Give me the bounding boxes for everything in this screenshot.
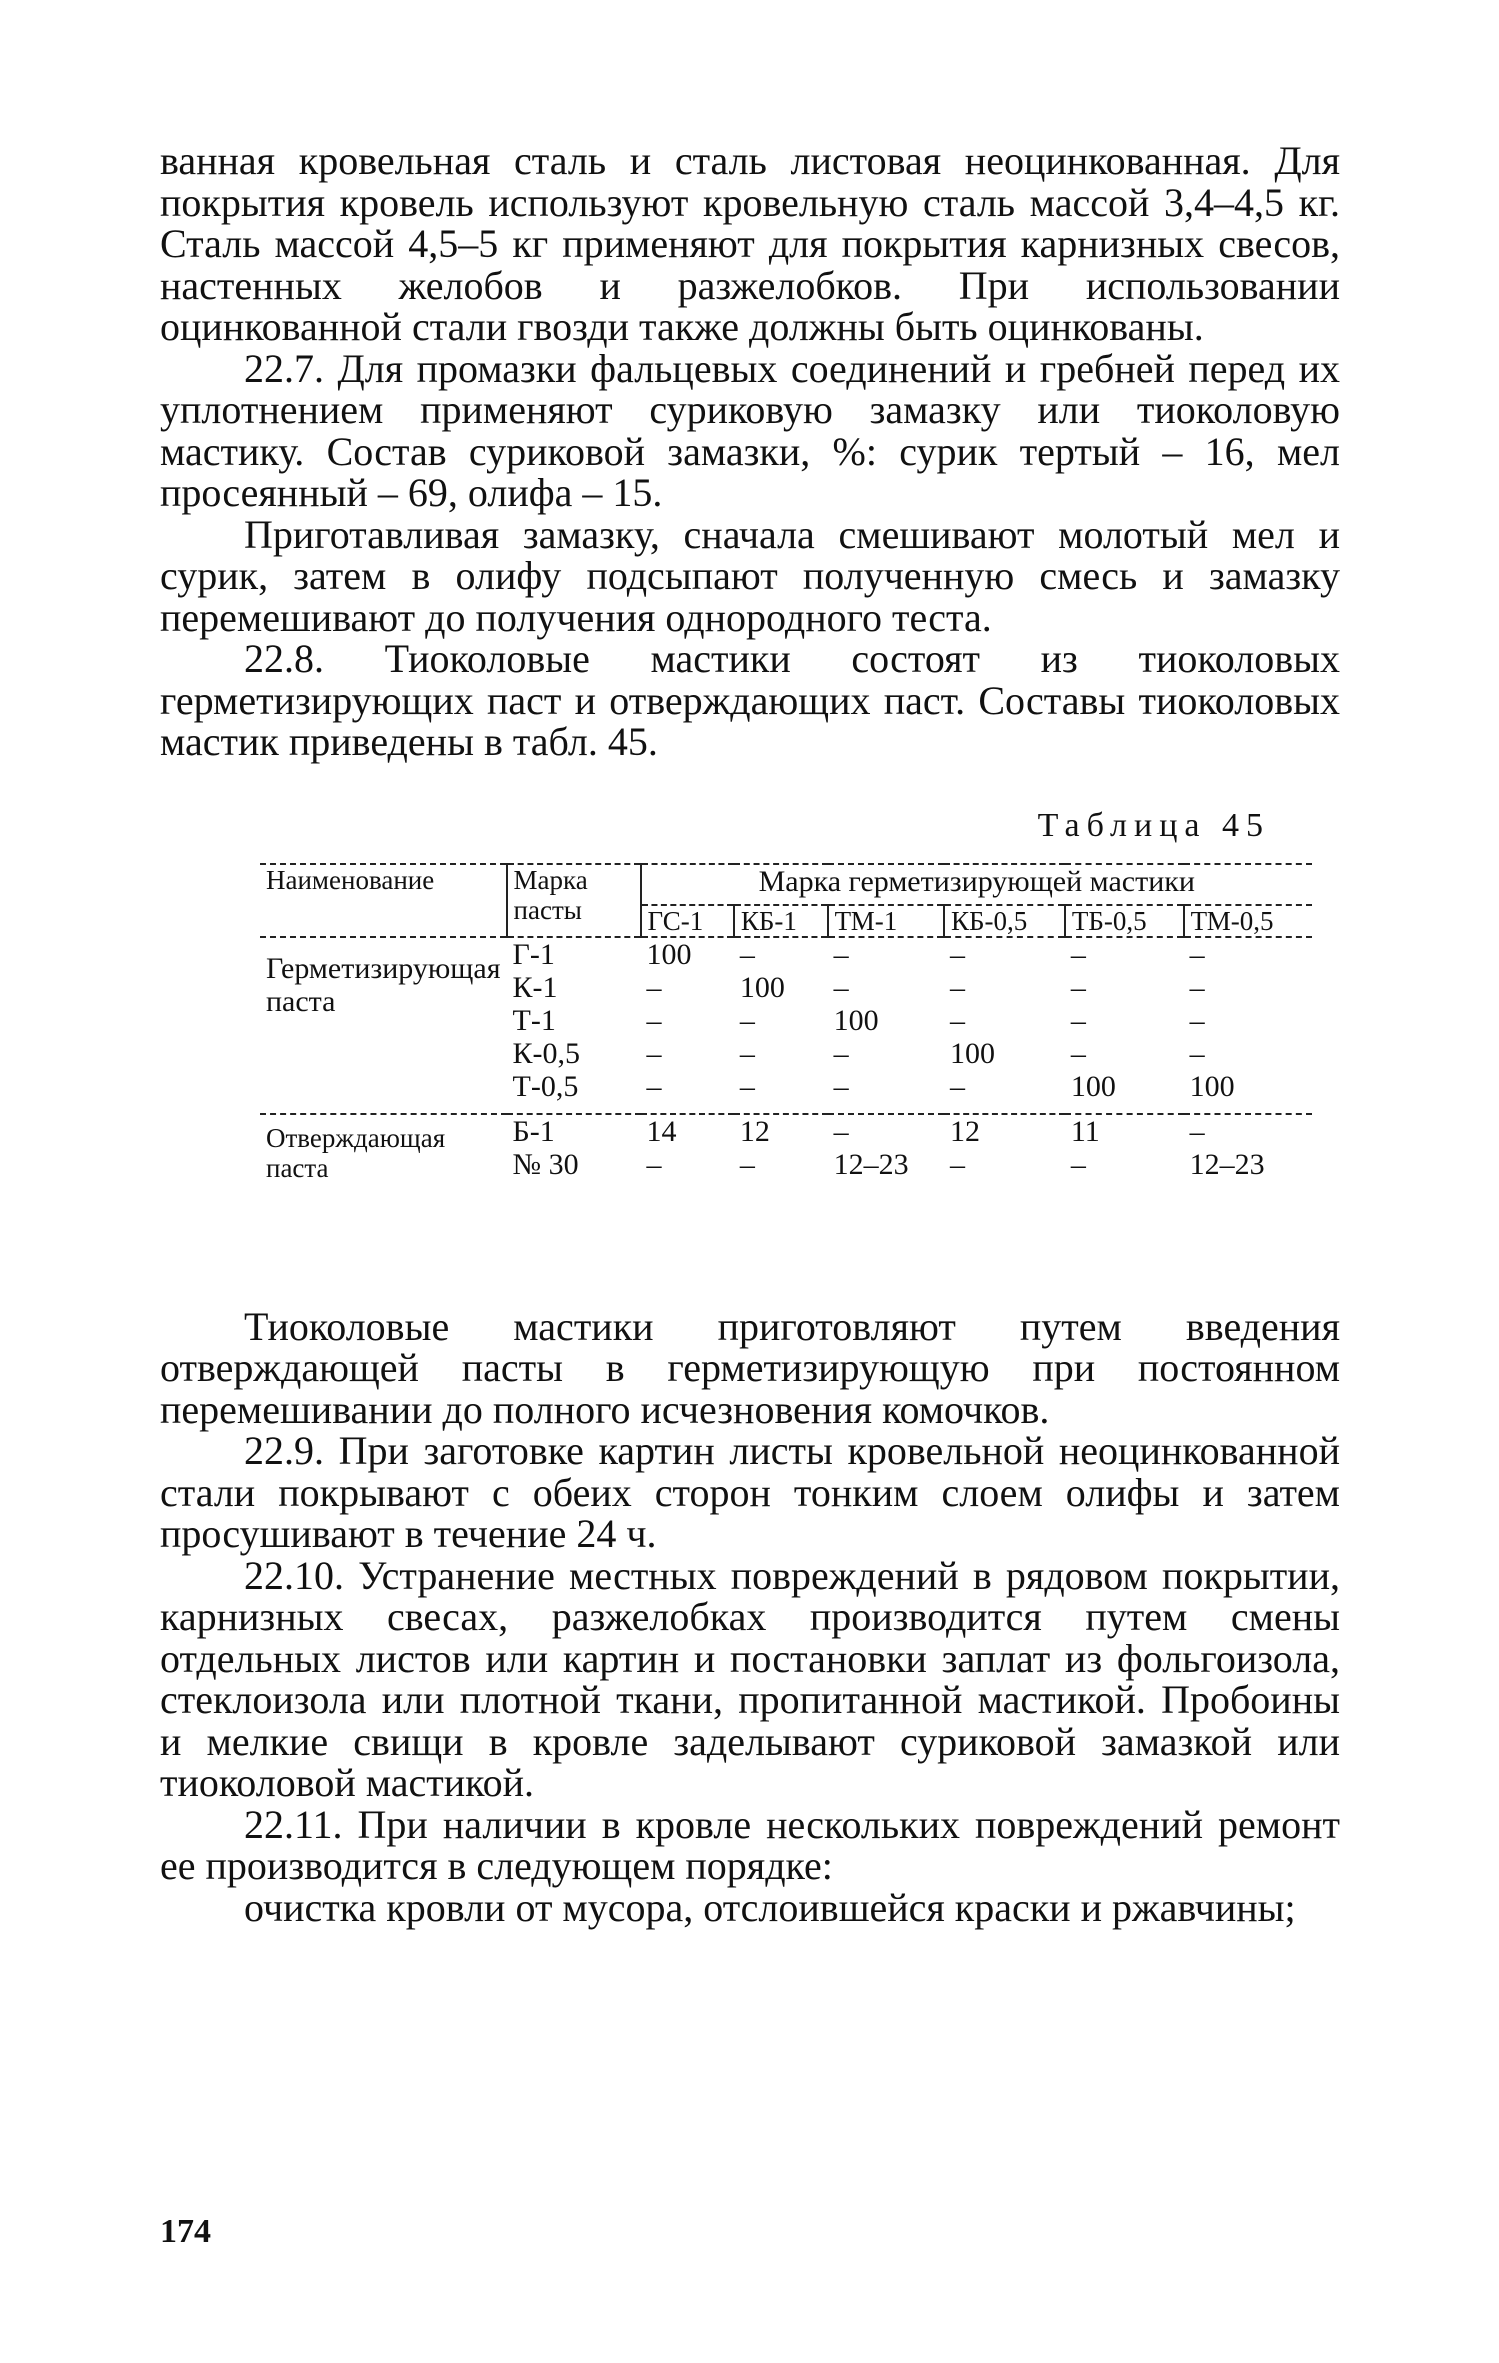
paragraph-22-8: 22.8. Тиоколовые мастики состоят из тиоколовых герметизирующих паст и отверждающих паст. Составы тиоколовых мастик приведены в табл. 45. [160,636,1340,764]
paragraph-22-9: 22.9. При заготовке картин листы кровельной неоцинкованной стали покрывают с обеих сторон тонким слоем олифы и затем просушивают в течение 24 ч. [160,1428,1340,1556]
table-cell: – [1189,1114,1205,1148]
col-header-paste-brand: Марка пасты [507,864,641,937]
table-cell: – [646,1036,662,1070]
table-cell: – [1070,1003,1086,1037]
paragraph-steel: ванная кровельная сталь и сталь листовая неоцинкованная. Для покрытия кровель используют кровельную сталь массой 3,4–4,5 кг. Сталь массой 4,5–5 кг применяют для покрытия карнизных свесов, настенных желобов и разжелобков. При использовании оцинкованной стали гвозди также должны быть оцинкованы. [160,138,1340,349]
table-cell: – [739,1003,755,1037]
table-cell: – [950,970,966,1004]
table-cell: – [1189,937,1205,971]
table-cell: – [1070,970,1086,1004]
table-cell: – [833,970,849,1004]
col-header-name: Наименование [260,864,507,937]
paragraph-mixing: Тиоколовые мастики приготовляют путем введения отверждающей пасты в герметизирующую при постоянном перемешивании до полного исчезновения комочков. [160,1303,1340,1432]
table-cell: – [950,1147,966,1181]
table-cell: – [1189,970,1205,1004]
paragraph-putty-prep: Приготавливая замазку, сначала смешивают молотый мел и сурик, затем в олифу подсыпают полученную смесь и замазку перемешивают до получения однородного теста. [160,511,1340,640]
col-header-tm05: ТМ-0,5 [1184,905,1312,937]
table-cell: 100 [739,970,785,1004]
col-header-kb05: КБ-0,5 [944,905,1065,937]
paragraph-22-7: 22.7. Для промазки фальцевых соединений и гребней перед их уплотнением применяют суриковую замазку или тиоколовую мастику. Состав суриковой замазки, %: сурик тертый – 16, мел просеянный – 69, олифа – 15. [160,345,1340,515]
paste-brand-cell: К-1 [512,970,558,1004]
table-cell: – [646,1147,662,1181]
table-cell: 100 [646,937,692,971]
table-cell: – [1070,1036,1086,1070]
table-cell: – [739,937,755,971]
col-header-mastic-brand: Марка герметизирующей мастики [641,864,1312,905]
table-cell: 12 [950,1114,981,1148]
paste-brand-cell: Г-1 [512,937,555,971]
col-header-kb1: КБ-1 [734,905,828,937]
table-cell: 14 [646,1114,677,1148]
paste-brand-cell: Б-1 [512,1114,555,1148]
table-cell: 100 [950,1036,996,1070]
paste-brand-cell: К-0,5 [512,1036,581,1070]
table-cell: – [646,1003,662,1037]
paste-brand-cell: № 30 [512,1147,579,1181]
table-cell: – [833,937,849,971]
col-header-tm1: ТМ-1 [828,905,944,937]
table-cell: – [1070,937,1086,971]
paragraph-cleaning: очистка кровли от мусора, отслоившейся краски и ржавчины; [244,1884,1296,1930]
table-45 [260,863,1312,1248]
table-cell: – [1070,1147,1086,1181]
table-cell: – [1189,1036,1205,1070]
table-cell: – [833,1114,849,1148]
table-cell: 12 [739,1114,770,1148]
table-row [260,1114,1312,1148]
table-cell: – [739,1147,755,1181]
col-header-gs1: ГС-1 [641,905,734,937]
table-cell: 100 [833,1003,879,1037]
table-cell: – [950,1003,966,1037]
table-cell: 12–23 [1189,1147,1265,1181]
group-name-sealing: Герметизирующая паста [266,951,501,1018]
table-cell: 100 [1070,1069,1116,1103]
table-cell: 11 [1070,1114,1100,1148]
table-cell: – [739,1036,755,1070]
table-cell: – [833,1036,849,1070]
paste-brand-cell: Т-1 [512,1003,556,1037]
table-cell: – [950,1069,966,1103]
col-header-tb05: ТБ-0,5 [1065,905,1184,937]
table-cell: 12–23 [833,1147,909,1181]
table-cell: – [646,1069,662,1103]
table-cell: – [646,970,662,1004]
table-cell: – [950,937,966,971]
table-row [260,937,1312,971]
table-cell: – [739,1069,755,1103]
paragraph-22-11: 22.11. При наличии в кровле нескольких повреждений ремонт ее производится в следующем порядке: [160,1801,1340,1888]
paragraph-22-10: 22.10. Устранение местных повреждений в рядовом покрытии, карнизных свесах, разжелобках производится путем смены отдельных листов или картин и постановки заплат из фольгоизола, стеклоизола или плотной ткани, пропитанной мастикой. Пробоины и мелкие свищи в кровле заделывают суриковой замазкой или тиоколовой мастикой. [160,1552,1340,1805]
page-number: 174 [160,2213,211,2250]
page-body [160,140,1340,1928]
table-caption: Таблица 45 [1037,806,1270,844]
paste-brand-cell: Т-0,5 [512,1069,579,1103]
group-name-hardening: Отверждающая паста [266,1122,446,1183]
table-cell: – [1189,1003,1205,1037]
table-cell: – [833,1069,849,1103]
table-cell: 100 [1189,1069,1235,1103]
